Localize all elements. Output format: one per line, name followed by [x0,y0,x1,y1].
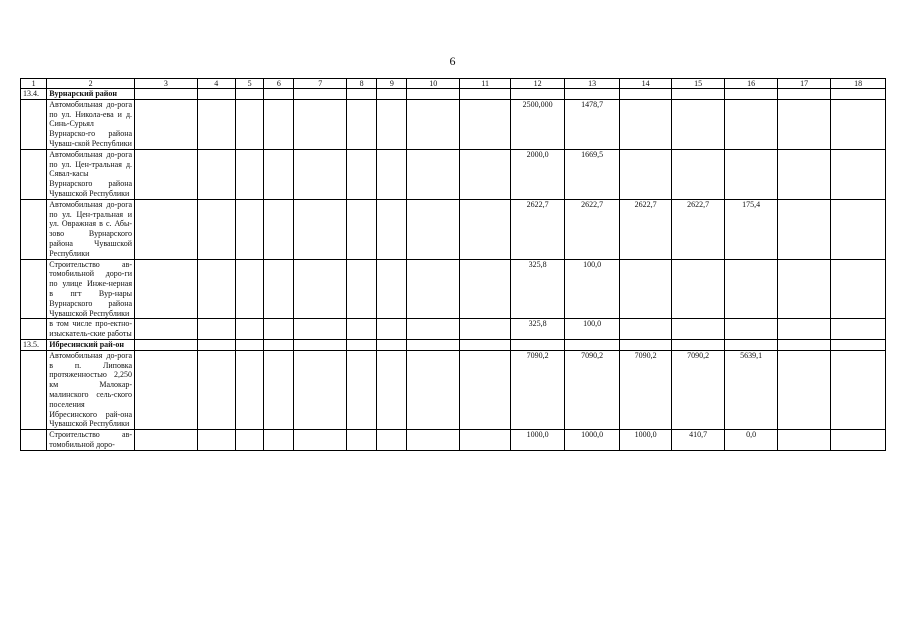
header-cell: 15 [671,79,724,89]
header-cell: 2 [47,79,135,89]
value-cell [294,259,346,319]
value-cell [407,430,459,451]
value-cell [831,89,886,100]
table-row [21,350,886,429]
value-cell [377,89,407,100]
value-cell [377,319,407,340]
value-cell [459,199,510,259]
value-cell [294,319,346,340]
object-name-cell: Автомобильная до-рога по ул. Никола-ева и д. Синь-Сурьял Вурнарско-го района Чуваш-ской Республики [47,99,135,149]
value-cell [197,149,235,199]
value-cell [777,199,830,259]
value-cell [294,149,346,199]
header-cell: 8 [346,79,376,89]
value-cell [377,350,407,429]
value-cell: 175,4 [725,199,777,259]
value-cell [377,199,407,259]
value-cell [407,259,459,319]
value-cell [725,259,777,319]
value-cell [135,89,198,100]
value-cell [346,149,376,199]
value-cell [264,259,294,319]
value-cell [407,149,459,199]
value-cell [346,259,376,319]
value-cell [511,89,564,100]
value-cell: 5639,1 [725,350,777,429]
header-cell: 1 [21,79,47,89]
table-row [21,259,886,319]
header-cell: 17 [777,79,830,89]
value-cell [831,350,886,429]
value-cell: 325,8 [511,259,564,319]
value-cell [831,339,886,350]
table-row [21,319,886,340]
value-cell: 7090,2 [564,350,620,429]
value-cell [671,149,724,199]
value-cell [831,319,886,340]
value-cell [135,350,198,429]
value-cell [264,89,294,100]
header-cell: 4 [197,79,235,89]
value-cell [235,319,263,340]
value-cell [777,430,830,451]
value-cell [135,430,198,451]
value-cell [135,339,198,350]
header-cell: 3 [135,79,198,89]
value-cell [407,319,459,340]
value-cell: 1669,5 [564,149,620,199]
value-cell [294,199,346,259]
value-cell [346,99,376,149]
header-cell: 9 [377,79,407,89]
value-cell [620,259,671,319]
value-cell [620,339,671,350]
object-name-cell: Автомобильная до-рога в п. Липовка протяженностью 2,250 км Малокар-малинского сель-ского поселения Ибресинского рай-она Чувашской Республики [47,350,135,429]
value-cell [135,319,198,340]
value-cell [197,99,235,149]
value-cell: 1000,0 [511,430,564,451]
value-cell [725,89,777,100]
value-cell [264,339,294,350]
value-cell [831,430,886,451]
header-cell: 11 [459,79,510,89]
table-row [21,149,886,199]
value-cell [777,259,830,319]
value-cell: 100,0 [564,259,620,319]
item-number-cell: 13.4. [21,89,47,100]
item-number-cell [21,430,47,451]
value-cell [671,99,724,149]
value-cell [197,339,235,350]
value-cell: 2622,7 [671,199,724,259]
value-cell [620,89,671,100]
district-name-cell: Вурнарский район [47,89,135,100]
value-cell [459,89,510,100]
value-cell [831,259,886,319]
value-cell [264,319,294,340]
value-cell [377,99,407,149]
value-cell [725,319,777,340]
value-cell [459,430,510,451]
value-cell [831,99,886,149]
value-cell: 325,8 [511,319,564,340]
header-cell: 14 [620,79,671,89]
value-cell [777,149,830,199]
value-cell [346,430,376,451]
value-cell [377,259,407,319]
value-cell [346,199,376,259]
table-row [21,199,886,259]
header-cell: 7 [294,79,346,89]
value-cell: 1478,7 [564,99,620,149]
header-cell: 6 [264,79,294,89]
object-name-cell: Автомобильная до-рога по ул. Цен-тральная д. Сявал-касы Вурнарского района Чувашской Республики [47,149,135,199]
value-cell: 2500,000 [511,99,564,149]
value-cell: 1000,0 [564,430,620,451]
header-row [21,79,886,89]
value-cell [725,339,777,350]
data-table [20,78,886,451]
value-cell [294,89,346,100]
value-cell [671,89,724,100]
value-cell [620,99,671,149]
value-cell [294,430,346,451]
value-cell [511,339,564,350]
value-cell [671,259,724,319]
item-number-cell: 13.5. [21,339,47,350]
value-cell [197,430,235,451]
value-cell [294,339,346,350]
value-cell [777,319,830,340]
item-number-cell [21,319,47,340]
value-cell [831,149,886,199]
value-cell [459,99,510,149]
table-row [21,430,886,451]
item-number-cell [21,259,47,319]
value-cell [459,350,510,429]
value-cell [264,350,294,429]
value-cell [725,149,777,199]
value-cell [459,259,510,319]
value-cell [264,430,294,451]
value-cell [197,259,235,319]
object-name-cell: Автомобильная до-рога по ул. Цен-тральная и ул. Овражная в с. Абы-зово Вурнарского района Чувашской Республики [47,199,135,259]
header-cell: 13 [564,79,620,89]
value-cell [777,99,830,149]
header-cell: 18 [831,79,886,89]
value-cell [294,350,346,429]
value-cell [377,149,407,199]
value-cell [377,430,407,451]
value-cell: 410,7 [671,430,724,451]
value-cell [235,339,263,350]
value-cell [564,339,620,350]
value-cell [135,99,198,149]
value-cell [264,149,294,199]
value-cell [407,350,459,429]
value-cell [197,319,235,340]
header-cell: 5 [235,79,263,89]
value-cell [197,89,235,100]
value-cell [235,99,263,149]
section-row [21,339,886,350]
value-cell [777,350,830,429]
value-cell [777,89,830,100]
value-cell [459,339,510,350]
value-cell [346,339,376,350]
value-cell [294,99,346,149]
item-number-cell [21,350,47,429]
value-cell: 2622,7 [564,199,620,259]
value-cell [564,89,620,100]
district-name-cell: Ибресинский рай-он [47,339,135,350]
value-cell: 2000,0 [511,149,564,199]
value-cell [377,339,407,350]
value-cell [407,99,459,149]
value-cell [346,350,376,429]
header-cell: 10 [407,79,459,89]
value-cell [235,259,263,319]
value-cell [620,319,671,340]
object-name-cell: в том числе про-ектно-изыскатель-ские работы [47,319,135,340]
value-cell [135,259,198,319]
value-cell [235,89,263,100]
value-cell [264,199,294,259]
value-cell [235,430,263,451]
value-cell [135,199,198,259]
value-cell [346,319,376,340]
value-cell [725,99,777,149]
value-cell [671,319,724,340]
item-number-cell [21,199,47,259]
header-cell: 16 [725,79,777,89]
value-cell: 7090,2 [671,350,724,429]
value-cell [407,89,459,100]
value-cell: 1000,0 [620,430,671,451]
value-cell [197,199,235,259]
value-cell [235,149,263,199]
value-cell: 2622,7 [620,199,671,259]
value-cell [459,319,510,340]
object-name-cell: Строительство ав-томобильной доро- [47,430,135,451]
value-cell [235,199,263,259]
value-cell: 100,0 [564,319,620,340]
value-cell [831,199,886,259]
page-number: 6 [449,54,456,68]
value-cell [620,149,671,199]
value-cell [264,99,294,149]
value-cell: 7090,2 [511,350,564,429]
value-cell [671,339,724,350]
item-number-cell [21,99,47,149]
value-cell [777,339,830,350]
item-number-cell [21,149,47,199]
value-cell [346,89,376,100]
value-cell: 2622,7 [511,199,564,259]
section-row [21,89,886,100]
value-cell [459,149,510,199]
header-cell: 12 [511,79,564,89]
value-cell [407,339,459,350]
value-cell: 0,0 [725,430,777,451]
object-name-cell: Строительство ав-томобильной доро-ги по улице Инже-нерная в пгт Вур-нары Вурнарского района Чувашской Республики [47,259,135,319]
table-row [21,99,886,149]
value-cell [407,199,459,259]
value-cell [135,149,198,199]
value-cell: 7090,2 [620,350,671,429]
value-cell [235,350,263,429]
value-cell [197,350,235,429]
